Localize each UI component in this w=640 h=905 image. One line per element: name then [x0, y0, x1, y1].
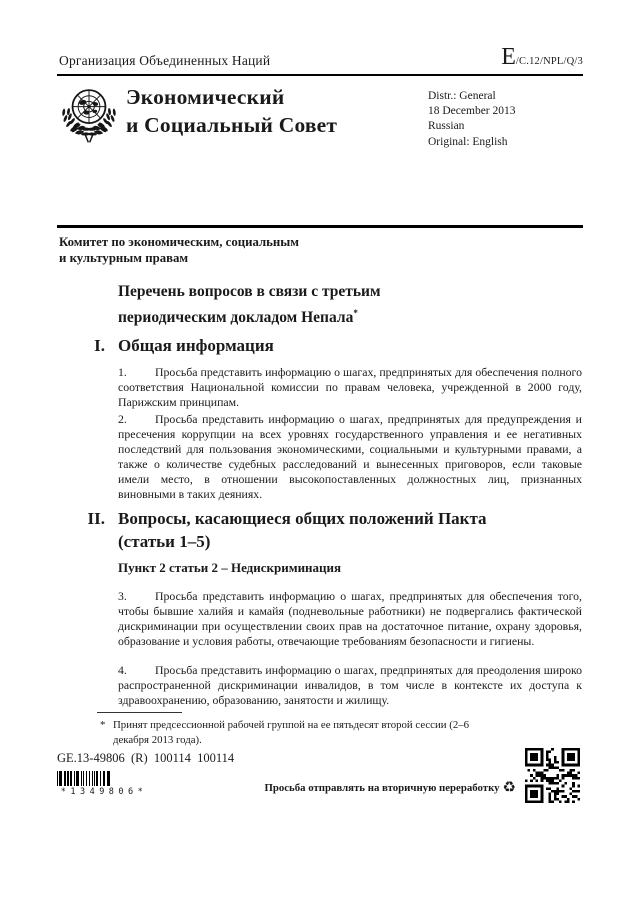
footnote-marker: *	[100, 719, 106, 731]
footnote	[100, 718, 485, 748]
org-name: Организация Объединенных Наций	[59, 53, 271, 68]
council-title-line1: Экономический	[126, 85, 285, 109]
document-title	[118, 282, 381, 328]
recycle-icon: ♻	[502, 778, 516, 796]
footnote-rule	[97, 712, 182, 713]
paragraph-1	[118, 365, 582, 410]
distribution-block	[428, 89, 516, 150]
document-symbol-number: /C.12/NPL/Q/3	[515, 56, 583, 67]
section-2-number: II.	[87, 509, 105, 528]
committee-line1: Комитет по экономическим, социальным	[59, 235, 300, 249]
paragraph-3-number: 3.	[118, 589, 127, 603]
paragraph-3-text: Просьба представить информацию о шагах, предпринятых для обеспечения того, чтобы бывшие халийя и камайя (подневольные работники) не подвергались фактической дискриминации при осуществлении своих прав на достаточное питание, охрану здоровья, образование и условия работы, отвечающие требованиям безопасности и гигиены.	[118, 589, 582, 648]
recycle-notice	[264, 780, 516, 795]
section-2-title-line2: (статьи 1–5)	[118, 532, 211, 551]
document-title-line1: Перечень вопросов в связи с третьим	[118, 283, 381, 300]
paragraph-2-number: 2.	[118, 412, 127, 426]
language-line: Russian	[428, 120, 465, 133]
recycle-notice-text: Просьба отправлять на вторичную переработку	[264, 781, 500, 794]
original-language-line: Original: English	[428, 135, 508, 148]
committee-name	[59, 235, 299, 267]
paragraph-2-text: Просьба представить информацию о шагах, предпринятых для предупреждения и пресечения коррупции на всех уровнях государственного управления и ее негативных последствий для пользования экономическими, социальными и культурными правами, а также о количестве судебных расследований и вынесенных приговоров, если таковые имели место, в отношении высокопоставленных должностных лиц, признанных виновными в таких деяниях.	[118, 412, 582, 501]
article-subheading: Пункт 2 статьи 2 – Недискриминация	[118, 560, 342, 575]
footnote-text: Принят предсессионной рабочей группой на ее пятьдесят второй сессии (2–6 декабря 2013 года).	[113, 719, 470, 746]
paragraph-3	[118, 589, 582, 649]
header-rule	[57, 74, 583, 76]
committee-line2: и культурным правам	[59, 250, 189, 265]
document-symbol	[501, 44, 583, 71]
paragraph-4-text: Просьба представить информацию о шагах, предпринятых для преодоления широко распространенной дискриминации инвалидов, в том числе в контексте их доступа к здравоохранению, образованию, занятости и жилищу.	[118, 663, 582, 707]
council-title-line2: и Социальный Совет	[126, 113, 338, 137]
section-1-heading	[63, 334, 274, 357]
paragraph-2	[118, 412, 582, 502]
section-2-title-line1: Вопросы, касающиеся общих положений Пакта	[118, 509, 487, 528]
ge-reference-code: GE.13-49806 (R) 100114 100114	[57, 751, 235, 765]
section-2-title	[118, 507, 487, 553]
paragraph-1-text: Просьба представить информацию о шагах, предпринятых для обеспечения полного соответствия Национальной комиссии по правам человека, учрежденной в 2000 году, Парижским принципам.	[118, 365, 582, 409]
paragraph-1-number: 1.	[118, 365, 127, 379]
distr-line: Distr.: General	[428, 90, 496, 102]
section-2-heading	[63, 507, 487, 553]
date-line: 18 December 2013	[428, 105, 516, 118]
section-divider-rule	[57, 225, 583, 228]
section-1-number: I.	[94, 336, 105, 355]
barcode	[57, 771, 151, 797]
document-title-line2: периодическим докладом Непала*	[118, 307, 358, 326]
title-footnote-marker: *	[353, 307, 358, 318]
paragraph-4-number: 4.	[118, 663, 127, 677]
qr-code-icon	[525, 748, 580, 803]
paragraph-4	[118, 663, 582, 708]
council-title	[126, 83, 337, 139]
un-emblem-icon	[55, 80, 123, 146]
section-1-title: Общая информация	[118, 336, 274, 355]
barcode-bars-icon	[57, 771, 151, 786]
barcode-text: *1349806*	[60, 787, 148, 797]
document-symbol-series: E	[501, 44, 516, 70]
